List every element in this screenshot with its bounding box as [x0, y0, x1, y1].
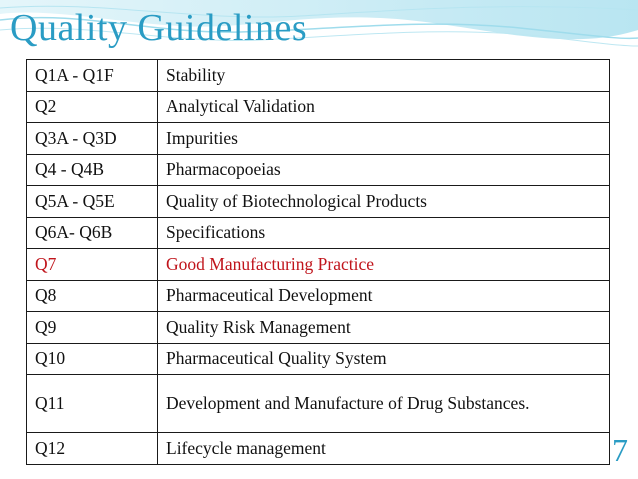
guideline-code: Q10 [27, 343, 158, 375]
guideline-topic: Pharmacopoeias [158, 154, 610, 186]
quality-guidelines-table [26, 59, 610, 465]
slide-title: Quality Guidelines [10, 7, 308, 49]
table-row [27, 60, 610, 92]
guideline-code: Q6A- Q6B [27, 217, 158, 249]
guideline-topic: Pharmaceutical Quality System [158, 343, 610, 375]
table-row [27, 123, 610, 155]
guideline-topic: Analytical Validation [158, 91, 610, 123]
guideline-code: Q5A - Q5E [27, 186, 158, 218]
table-row [27, 312, 610, 344]
guideline-code: Q2 [27, 91, 158, 123]
guideline-code: Q4 - Q4B [27, 154, 158, 186]
table-row-highlighted [27, 249, 610, 281]
guideline-topic: Lifecycle management [158, 433, 610, 465]
guideline-code: Q9 [27, 312, 158, 344]
guideline-code: Q1A - Q1F [27, 60, 158, 92]
table-row [27, 217, 610, 249]
guideline-code: Q3A - Q3D [27, 123, 158, 155]
guideline-topic: Stability [158, 60, 610, 92]
guideline-topic: Impurities [158, 123, 610, 155]
table-row [27, 91, 610, 123]
table-row [27, 186, 610, 218]
guideline-code: Q11 [27, 375, 158, 433]
page-number: 7 [612, 432, 628, 468]
guideline-topic: Development and Manufacture of Drug Substances. [158, 375, 610, 433]
table-row [27, 154, 610, 186]
guideline-topic: Quality Risk Management [158, 312, 610, 344]
guideline-code: Q8 [27, 280, 158, 312]
table-row [27, 280, 610, 312]
table-row [27, 343, 610, 375]
table-row [27, 433, 610, 465]
guideline-code: Q7 [27, 249, 158, 281]
table-row [27, 375, 610, 433]
guideline-code: Q12 [27, 433, 158, 465]
guideline-topic: Specifications [158, 217, 610, 249]
guideline-topic: Pharmaceutical Development [158, 280, 610, 312]
guideline-topic: Good Manufacturing Practice [158, 249, 610, 281]
guideline-topic: Quality of Biotechnological Products [158, 186, 610, 218]
